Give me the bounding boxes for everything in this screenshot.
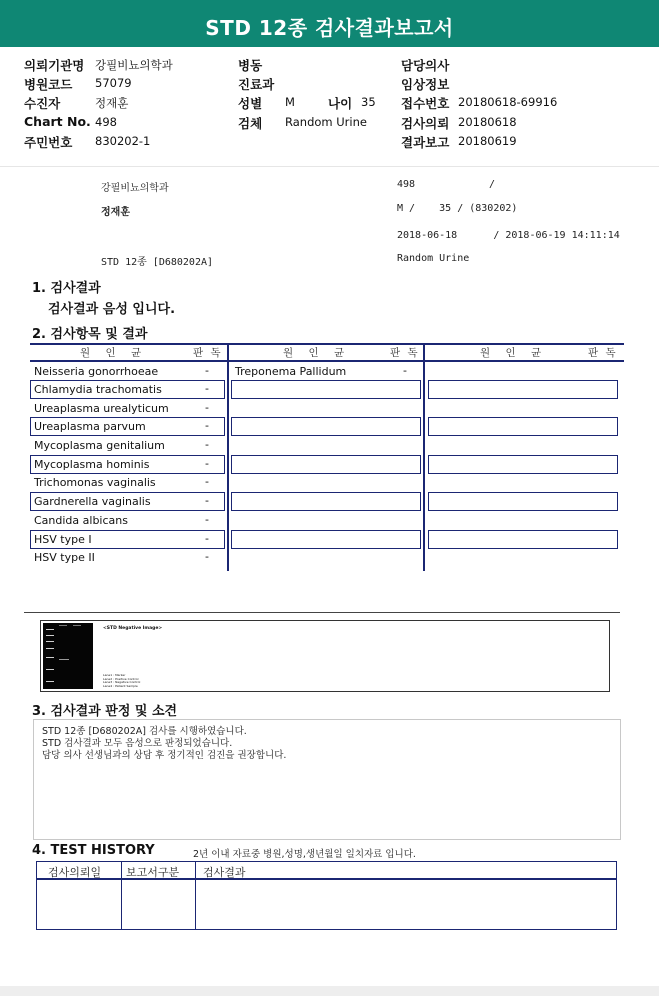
pathogen-name: Neisseria gonorrhoeae bbox=[34, 365, 159, 378]
opinion-line: 담당 의사 선생님과의 상담 후 정기적인 검진을 권장합니다. bbox=[42, 750, 287, 761]
gel-legend-item: Lane4 : Patient Sample bbox=[103, 683, 138, 688]
label-hospital-code: 병원코드 bbox=[24, 77, 73, 92]
pathogen-name: Treponema Pallidum bbox=[235, 365, 347, 378]
row-box bbox=[231, 380, 421, 399]
row-box bbox=[231, 492, 421, 511]
value-age: 35 bbox=[361, 95, 376, 109]
value-report-date: 20180619 bbox=[458, 134, 517, 148]
summary-dates: 2018-06-18 / 2018-06-19 14:11:14 bbox=[397, 230, 620, 241]
pathogen-name: Mycoplasma hominis bbox=[34, 458, 150, 471]
value-patient: 정재훈 bbox=[95, 96, 129, 110]
col3-judge-header: 판 독 bbox=[588, 347, 618, 359]
summary-hospital: 강필비뇨의학과 bbox=[101, 183, 169, 194]
pathogen-result: - bbox=[205, 513, 209, 526]
row-box bbox=[231, 455, 421, 474]
label-department: 진료과 bbox=[238, 77, 275, 92]
col2-judge-header: 판 독 bbox=[390, 347, 420, 359]
row-box bbox=[428, 492, 618, 511]
pathogen-name: Candida albicans bbox=[34, 514, 128, 527]
pathogen-name: Trichomonas vaginalis bbox=[34, 476, 156, 489]
table-divider-2 bbox=[423, 345, 425, 571]
table-header-rule bbox=[30, 360, 624, 362]
value-sex: M bbox=[285, 95, 295, 109]
value-hospital-code: 57079 bbox=[95, 76, 132, 90]
page-footer-band bbox=[0, 986, 659, 996]
row-box bbox=[428, 530, 618, 549]
label-clinical-info: 임상정보 bbox=[401, 77, 450, 92]
gel-legend-item: Lane2 : Positive Control bbox=[103, 676, 139, 681]
pathogen-result: - bbox=[205, 475, 209, 488]
gel-image bbox=[43, 623, 93, 689]
gel-legend-item: Lane3 : Negative Control bbox=[103, 680, 141, 684]
label-age: 나이 bbox=[328, 96, 353, 111]
pathogen-result: - bbox=[205, 401, 209, 414]
history-col-divider bbox=[121, 861, 122, 930]
label-resident-number: 주민번호 bbox=[24, 135, 73, 150]
pathogen-result: - bbox=[205, 382, 209, 395]
summary-chart-slash: / bbox=[489, 179, 496, 190]
summary-specimen: Random Urine bbox=[397, 253, 470, 264]
label-requesting-institution: 의뢰기관명 bbox=[24, 58, 85, 73]
section-1-title: 1. 검사결과 bbox=[32, 281, 101, 296]
summary-chart: 498 bbox=[397, 179, 416, 190]
pathogen-result: - bbox=[205, 532, 209, 545]
label-report-date: 결과보고 bbox=[401, 135, 450, 150]
summary-name: 정재훈 bbox=[101, 207, 130, 218]
row-box bbox=[428, 380, 618, 399]
opinion-line: STD 12종 [D680202A] 검사를 시행하였습니다. bbox=[42, 726, 247, 737]
pathogen-result: - bbox=[205, 438, 209, 451]
section-2-title: 2. 검사항목 및 결과 bbox=[32, 327, 148, 342]
section-4-title: 4. TEST HISTORY bbox=[32, 843, 155, 858]
report-header bbox=[0, 0, 659, 47]
report-title: STD 12종 검사결과보고서 bbox=[205, 16, 454, 40]
summary-test: STD 12종 [D680202A] bbox=[101, 257, 214, 268]
pathogen-name: Ureaplasma parvum bbox=[34, 420, 146, 433]
pathogen-result: - bbox=[403, 364, 407, 377]
row-box bbox=[428, 455, 618, 474]
label-ward: 병동 bbox=[238, 58, 263, 73]
label-specimen: 검체 bbox=[238, 116, 263, 131]
pathogen-result: - bbox=[205, 457, 209, 470]
row-box bbox=[428, 417, 618, 436]
opinion-line: STD 검사결과 모두 음성으로 판정되었습니다. bbox=[42, 738, 233, 749]
col1-header: 원 인 균 bbox=[80, 347, 148, 359]
pathogen-name: Ureaplasma urealyticum bbox=[34, 402, 169, 415]
history-col-report-type: 보고서구분 bbox=[126, 866, 180, 879]
pathogen-name: Chlamydia trachomatis bbox=[34, 383, 162, 396]
label-receipt-number: 접수번호 bbox=[401, 96, 450, 111]
value-request-date: 20180618 bbox=[458, 115, 517, 129]
section-divider bbox=[24, 612, 620, 613]
history-col-result: 검사결과 bbox=[203, 866, 246, 879]
history-note: 2년 이내 자료중 병원,성명,생년월일 일치자료 입니다. bbox=[193, 849, 416, 860]
col3-header: 원 인 균 bbox=[480, 347, 548, 359]
col1-judge-header: 판 독 bbox=[193, 347, 223, 359]
history-col-request-date: 검사의뢰일 bbox=[48, 866, 102, 879]
gel-legend-item: Lane1 : Marker bbox=[103, 673, 126, 677]
pathogen-name: HSV type I bbox=[34, 533, 92, 546]
pathogen-result: - bbox=[205, 550, 209, 563]
pathogen-name: Gardnerella vaginalis bbox=[34, 495, 151, 508]
gel-legend bbox=[103, 674, 140, 688]
label-patient: 수진자 bbox=[24, 96, 61, 111]
section-1-result: 검사결과 음성 입니다. bbox=[48, 302, 176, 317]
row-box bbox=[231, 530, 421, 549]
history-col-divider bbox=[195, 861, 196, 930]
row-box bbox=[231, 417, 421, 436]
value-chart-no: 498 bbox=[95, 115, 117, 129]
value-receipt-number: 20180618-69916 bbox=[458, 95, 558, 109]
pathogen-name: HSV type II bbox=[34, 551, 95, 564]
section-3-title: 3. 검사결과 판정 및 소견 bbox=[32, 704, 178, 719]
label-request-date: 검사의뢰 bbox=[401, 116, 450, 131]
label-sex: 성별 bbox=[238, 96, 263, 111]
table-divider-1 bbox=[227, 345, 229, 571]
pathogen-result: - bbox=[205, 364, 209, 377]
history-table bbox=[36, 861, 617, 930]
pathogen-name: Mycoplasma genitalium bbox=[34, 439, 165, 452]
summary-sex-age: M / 35 / (830202) bbox=[397, 203, 518, 214]
pathogen-result: - bbox=[205, 419, 209, 432]
gel-caption: <STD Negative Image> bbox=[103, 626, 163, 631]
label-physician: 담당의사 bbox=[401, 58, 450, 73]
value-resident-number: 830202-1 bbox=[95, 134, 151, 148]
pathogen-result: - bbox=[205, 494, 209, 507]
value-requesting-institution: 강필비뇨의학과 bbox=[95, 58, 173, 72]
col2-header: 원 인 균 bbox=[283, 347, 351, 359]
label-chart-no: Chart No. bbox=[24, 114, 91, 129]
opinion-text bbox=[42, 726, 286, 762]
history-header-rule bbox=[36, 878, 617, 880]
value-specimen: Random Urine bbox=[285, 115, 367, 129]
